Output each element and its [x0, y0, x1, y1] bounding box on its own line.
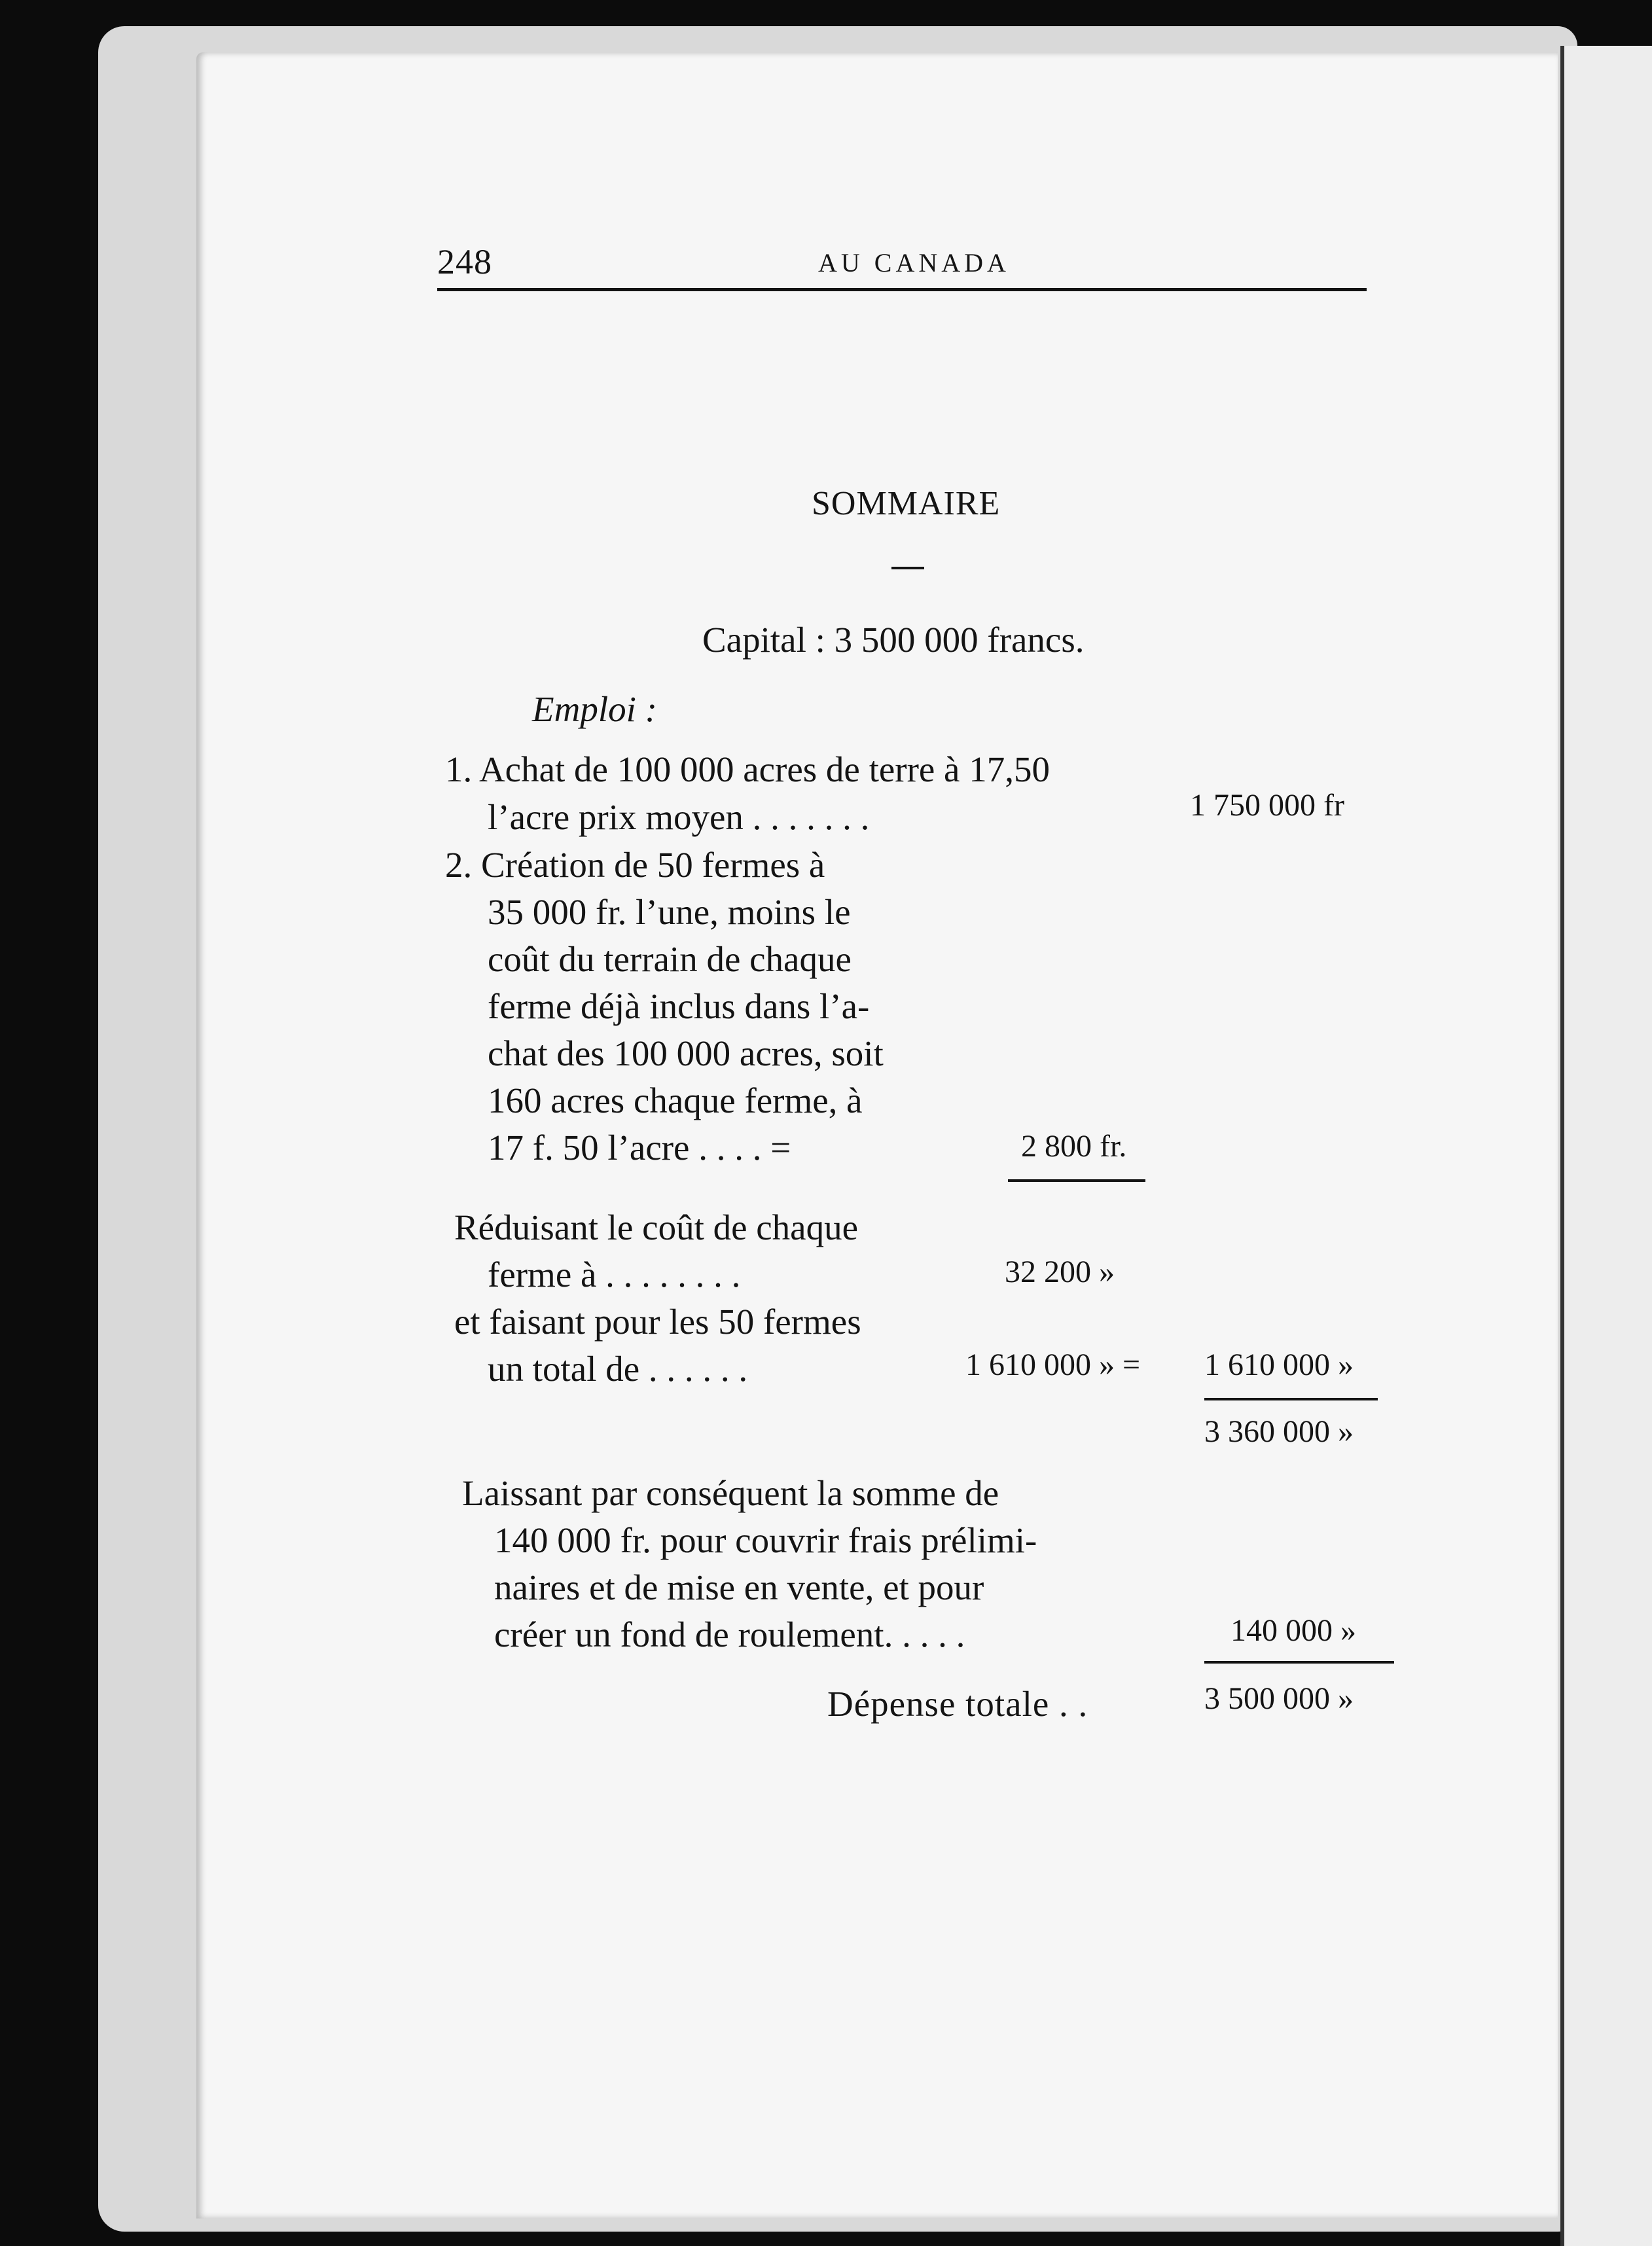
- section-title: SOMMAIRE: [812, 485, 1001, 522]
- reduction-line2: ferme à . . . . . . . .: [488, 1255, 741, 1294]
- page: [196, 52, 1558, 2219]
- item2-line4: ferme déjà inclus dans l’a-: [488, 986, 870, 1026]
- item2-line7: 17 f. 50 l’acre . . . . =: [488, 1128, 791, 1168]
- item2-line2: 35 000 fr. l’une, moins le: [488, 892, 851, 932]
- subtotal-rule: [1204, 1398, 1378, 1400]
- item2-line6: 160 acres chaque ferme, à: [488, 1080, 863, 1120]
- title-dash: [891, 567, 924, 569]
- item2-line1: 2. Création de 50 fermes à: [445, 845, 825, 885]
- reduction-line1: Réduisant le coût de chaque: [454, 1207, 859, 1247]
- facing-page-edge: [1560, 46, 1652, 2246]
- remainder-line1: Laissant par conséquent la somme de: [462, 1473, 999, 1513]
- item2-underline: [1008, 1179, 1145, 1182]
- item2-line3: coût du terrain de chaque: [488, 939, 852, 979]
- item2-line5: chat des 100 000 acres, soit: [488, 1033, 884, 1073]
- farms-total-line2: un total de . . . . . .: [488, 1349, 748, 1389]
- remainder-line3: naires et de mise en vente, et pour: [494, 1567, 984, 1607]
- item2-amount: 2 800 fr.: [1021, 1129, 1127, 1164]
- header-rule: [437, 288, 1367, 291]
- reduction-amount: 32 200 »: [1005, 1255, 1115, 1289]
- item1-line1: 1. Achat de 100 000 acres de terre à 17,50: [445, 749, 1050, 789]
- emploi-label: Emploi :: [532, 689, 657, 729]
- page-number: 248: [437, 242, 492, 281]
- farms-total-amount-mid: 1 610 000 » =: [965, 1347, 1141, 1382]
- remainder-line2: 140 000 fr. pour couvrir frais prélimi-: [494, 1520, 1037, 1560]
- remainder-amount: 140 000 »: [1230, 1613, 1356, 1648]
- farms-total-line1: et faisant pour les 50 fermes: [454, 1302, 861, 1342]
- item1-line2: l’acre prix moyen . . . . . . .: [488, 797, 870, 837]
- item1-amount: 1 750 000 fr: [1190, 788, 1344, 823]
- subtotal-amount: 3 360 000 »: [1204, 1414, 1354, 1449]
- total-label: Dépense totale . .: [827, 1684, 1088, 1724]
- total-amount: 3 500 000 »: [1204, 1681, 1354, 1716]
- remainder-line4: créer un fond de roulement. . . . .: [494, 1614, 965, 1654]
- total-rule: [1204, 1661, 1394, 1664]
- farms-total-amount-right: 1 610 000 »: [1204, 1347, 1354, 1382]
- running-head: AU CANADA: [818, 248, 1010, 277]
- capital-line: Capital : 3 500 000 francs.: [702, 620, 1085, 660]
